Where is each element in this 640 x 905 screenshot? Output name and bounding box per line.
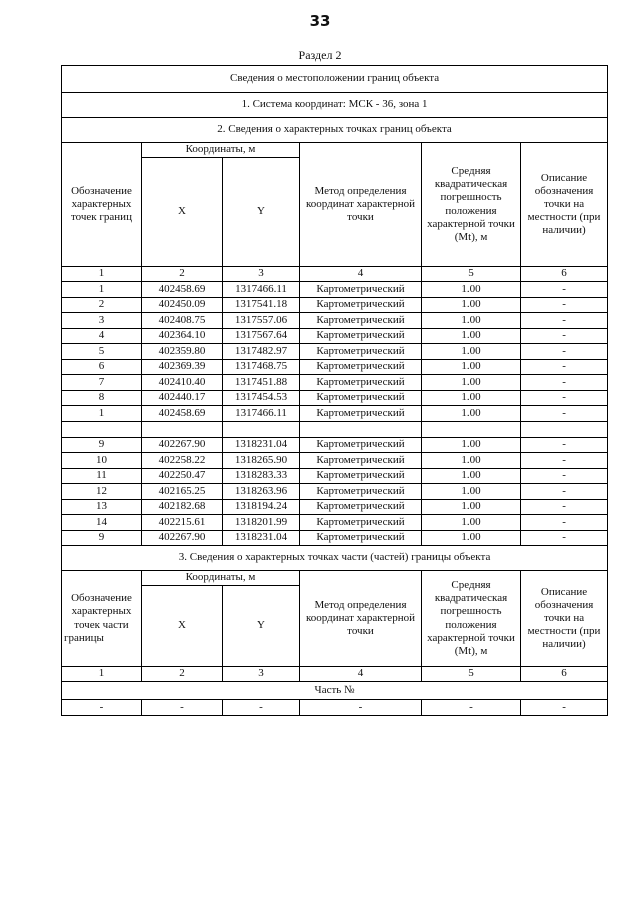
table-cell: -	[142, 700, 223, 716]
part-label: Часть №	[62, 682, 608, 700]
part-row	[62, 700, 608, 716]
table-cell: 1.00	[422, 499, 521, 515]
table-cell: 402364.10	[142, 328, 223, 344]
table-cell: Картометрический	[300, 437, 422, 453]
table-cell: 2	[62, 297, 142, 313]
table-cell: 402359.80	[142, 344, 223, 360]
table-cell: 402267.90	[142, 437, 223, 453]
table-cell	[422, 421, 521, 437]
table-cell: 8	[62, 390, 142, 406]
table-title: Сведения о местоположении границ объекта	[62, 66, 608, 93]
table-cell	[521, 421, 608, 437]
table-row	[62, 375, 608, 391]
table-cell: -	[422, 700, 521, 716]
table-cell: 1	[62, 667, 142, 682]
table-cell: Картометрический	[300, 468, 422, 484]
table-cell: 1318201.99	[223, 515, 300, 531]
table-cell: -	[521, 297, 608, 313]
table-cell: 2	[142, 667, 223, 682]
table-cell: -	[521, 453, 608, 469]
table-cell	[223, 421, 300, 437]
table-cell: 402410.40	[142, 375, 223, 391]
section-2-title: 2. Сведения о характерных точках границ объекта	[62, 118, 608, 143]
table-cell: 1317466.11	[223, 282, 300, 298]
table-cell: Картометрический	[300, 515, 422, 531]
header-method-part: Метод определения координат характерной точки	[300, 571, 422, 667]
table-cell: 402450.09	[142, 297, 223, 313]
table-cell: 402458.69	[142, 282, 223, 298]
table-row	[62, 530, 608, 546]
table-cell: 1.00	[422, 375, 521, 391]
table-cell: Картометрический	[300, 390, 422, 406]
table-cell: 1.00	[422, 344, 521, 360]
section-3-title: 3. Сведения о характерных точках части (частей) границы объекта	[62, 546, 608, 571]
coordinate-system: 1. Система координат: МСК - 36, зона 1	[62, 93, 608, 118]
table-cell: 402182.68	[142, 499, 223, 515]
header-x-part: X	[142, 586, 223, 667]
table-row	[62, 468, 608, 484]
table-cell: 402258.22	[142, 453, 223, 469]
table-cell	[62, 421, 142, 437]
table-cell: 1317451.88	[223, 375, 300, 391]
table-cell: Картометрический	[300, 313, 422, 329]
header-x: X	[142, 158, 223, 267]
table-cell: 9	[62, 530, 142, 546]
boundary-table	[61, 65, 608, 716]
table-cell: Картометрический	[300, 453, 422, 469]
table-row	[62, 484, 608, 500]
table-row	[62, 406, 608, 422]
table-cell: 2	[142, 267, 223, 282]
table-cell: 402215.61	[142, 515, 223, 531]
table-cell: 14	[62, 515, 142, 531]
table-cell: 402165.25	[142, 484, 223, 500]
table-cell: -	[521, 390, 608, 406]
table-cell: 1318263.96	[223, 484, 300, 500]
header-y-part: Y	[223, 586, 300, 667]
table-cell: 1.00	[422, 515, 521, 531]
header-method: Метод определения координат характерной точки	[300, 143, 422, 267]
boundary-table-body	[62, 66, 608, 716]
table-cell: 1.00	[422, 282, 521, 298]
header-designation: Обозначение характерных точек границ	[62, 143, 142, 267]
table-cell: 1317541.18	[223, 297, 300, 313]
table-row	[62, 344, 608, 360]
table-cell: 1	[62, 282, 142, 298]
table-cell: 1317567.64	[223, 328, 300, 344]
table-cell: 1.00	[422, 313, 521, 329]
table-cell: Картометрический	[300, 530, 422, 546]
header-coordinates-part: Координаты, м	[142, 571, 300, 586]
table-cell: 5	[62, 344, 142, 360]
table-cell: Картометрический	[300, 406, 422, 422]
table-row	[62, 515, 608, 531]
table-cell: 1.00	[422, 484, 521, 500]
column-number-row	[62, 667, 608, 682]
table-cell: 3	[62, 313, 142, 329]
table-cell: -	[521, 515, 608, 531]
table-cell	[142, 421, 223, 437]
table-cell: 1318194.24	[223, 499, 300, 515]
table-cell: 1318265.90	[223, 453, 300, 469]
column-number-row	[62, 267, 608, 282]
table-row	[62, 328, 608, 344]
table-cell: 1.00	[422, 359, 521, 375]
table-cell: 1	[62, 406, 142, 422]
table-cell: Картометрический	[300, 297, 422, 313]
table-cell: Картометрический	[300, 344, 422, 360]
table-row	[62, 453, 608, 469]
table-cell: 1.00	[422, 297, 521, 313]
header-error: Средняя квадратическая погрешность положения характерной точки (Mt), м	[422, 143, 521, 267]
table-cell: -	[521, 468, 608, 484]
table-cell: -	[521, 313, 608, 329]
table-cell: Картометрический	[300, 484, 422, 500]
table-cell: Картометрический	[300, 359, 422, 375]
table-cell: 6	[521, 267, 608, 282]
table-cell: 3	[223, 667, 300, 682]
header-coordinates: Координаты, м	[142, 143, 300, 158]
header-designation-part: Обозначение характерных точек части границы	[62, 571, 142, 667]
table-cell: 402250.47	[142, 468, 223, 484]
table-cell: 402267.90	[142, 530, 223, 546]
table-cell: 4	[300, 267, 422, 282]
table-cell: 1317557.06	[223, 313, 300, 329]
table-cell: -	[521, 437, 608, 453]
table-cell: -	[521, 344, 608, 360]
table-cell: 12	[62, 484, 142, 500]
table-cell: 1317466.11	[223, 406, 300, 422]
header-description-part: Описание обозначения точки на местности (при наличии)	[521, 571, 608, 667]
table-cell: 1317454.53	[223, 390, 300, 406]
header-description: Описание обозначения точки на местности (при наличии)	[521, 143, 608, 267]
table-cell: 3	[223, 267, 300, 282]
table-cell: 1.00	[422, 468, 521, 484]
table-cell: Картометрический	[300, 499, 422, 515]
table-cell: 4	[62, 328, 142, 344]
header-y: Y	[223, 158, 300, 267]
table-cell: -	[521, 484, 608, 500]
page-number: 33	[309, 12, 331, 30]
table-cell: Картометрический	[300, 328, 422, 344]
table-cell: 1318283.33	[223, 468, 300, 484]
table-cell: -	[62, 700, 142, 716]
table-cell: 1.00	[422, 390, 521, 406]
table-row	[62, 499, 608, 515]
table-cell: -	[521, 406, 608, 422]
table-cell: 1.00	[422, 437, 521, 453]
table-cell: -	[223, 700, 300, 716]
table-cell: 13	[62, 499, 142, 515]
table-cell: 5	[422, 267, 521, 282]
table-cell: 1.00	[422, 406, 521, 422]
table-cell: 4	[300, 667, 422, 682]
table-cell: 1318231.04	[223, 530, 300, 546]
header-error-part: Средняя квадратическая погрешность положения характерной точки (Mt), м	[422, 571, 521, 667]
table-cell: 402458.69	[142, 406, 223, 422]
table-cell: 1318231.04	[223, 437, 300, 453]
table-cell: -	[521, 328, 608, 344]
table-cell: 1317468.75	[223, 359, 300, 375]
table-cell: -	[521, 499, 608, 515]
table-cell: 402369.39	[142, 359, 223, 375]
table-row	[62, 421, 608, 437]
table-row	[62, 313, 608, 329]
table-row	[62, 359, 608, 375]
table-cell: -	[521, 375, 608, 391]
table-cell: 1.00	[422, 328, 521, 344]
table-cell: 10	[62, 453, 142, 469]
table-cell: 6	[521, 667, 608, 682]
table-cell: 5	[422, 667, 521, 682]
table-cell: 11	[62, 468, 142, 484]
table-cell: -	[521, 700, 608, 716]
table-cell: -	[521, 359, 608, 375]
table-cell: 7	[62, 375, 142, 391]
table-cell: 1.00	[422, 530, 521, 546]
table-cell: -	[300, 700, 422, 716]
table-cell: 9	[62, 437, 142, 453]
section-label: Раздел 2	[298, 48, 342, 62]
table-row	[62, 282, 608, 298]
table-cell: Картометрический	[300, 282, 422, 298]
table-cell: -	[521, 282, 608, 298]
table-cell: 1317482.97	[223, 344, 300, 360]
table-row	[62, 297, 608, 313]
table-cell: 402408.75	[142, 313, 223, 329]
table-cell: 6	[62, 359, 142, 375]
table-cell: 1	[62, 267, 142, 282]
table-cell: 1.00	[422, 453, 521, 469]
table-cell: Картометрический	[300, 375, 422, 391]
table-cell: 402440.17	[142, 390, 223, 406]
table-cell: -	[521, 530, 608, 546]
table-row	[62, 437, 608, 453]
table-row	[62, 390, 608, 406]
table-cell	[300, 421, 422, 437]
